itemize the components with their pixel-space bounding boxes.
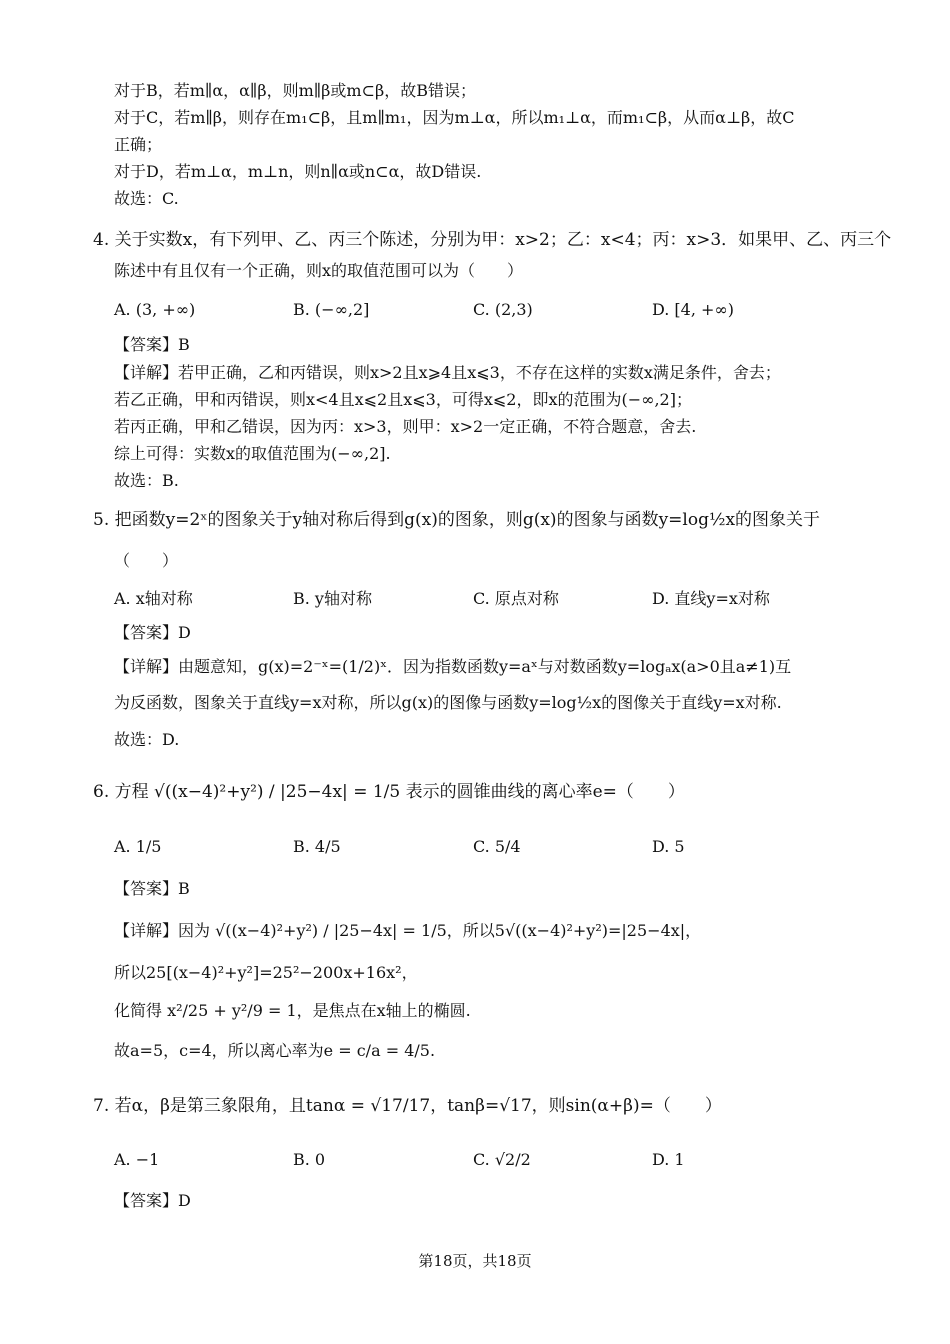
q3-line-c: 对于C，若m∥β，则存在m₁⊂β，且m∥m₁，因为m⊥α，所以m₁⊥α，而m₁⊂β，从而α⊥β，故C <box>114 108 795 127</box>
q6-detail-4: 故a=5，c=4，所以离心率为e = c/a = 4/5. <box>114 1041 436 1060</box>
q3-line-d: 对于D，若m⊥α，m⊥n，则n∥α或n⊂α，故D错误. <box>114 162 482 181</box>
q6-answer: 【答案】B <box>114 879 190 898</box>
q5-option-b: B. y轴对称 <box>293 589 372 608</box>
q3-line-b: 对于B，若m∥α，α∥β，则m∥β或m⊂β，故B错误； <box>114 81 476 100</box>
q5-stem-1: 5. 把函数y=2ˣ的图象关于y轴对称后得到g(x)的图象，则g(x)的图象与函数y=log½x的图象关于 <box>93 510 821 530</box>
q4-detail-1: 【详解】若甲正确，乙和丙错误，则x>2且x⩾4且x⩽3，不存在这样的实数x满足条件，舍去； <box>114 363 781 382</box>
q4-option-c: C. (2,3) <box>473 300 533 319</box>
page-footer: 第18页，共18页 <box>418 1252 532 1270</box>
q4-stem-1: 4. 关于实数x，有下列甲、乙、丙三个陈述，分别为甲：x>2；乙：x<4；丙：x>3．如果甲、乙、丙三个 <box>93 230 892 250</box>
q7-option-a: A. −1 <box>114 1150 160 1169</box>
q5-detail-2: 为反函数，图象关于直线y=x对称，所以g(x)的图像与函数y=log½x的图像关于直线y=x对称. <box>114 693 782 712</box>
q6-option-c: C. 5/4 <box>473 837 521 856</box>
q7-option-d: D. 1 <box>652 1150 685 1169</box>
q5-stem-2: （ ） <box>114 551 179 570</box>
q7-option-b: B. 0 <box>293 1150 326 1169</box>
q6-detail-1: 【详解】因为 √((x−4)²+y²) / |25−4x| = 1/5，所以5√((x−4)²+y²)=|25−4x|， <box>114 921 702 940</box>
q6-detail-3: 化简得 x²/25 + y²/9 = 1，是焦点在x轴上的椭圆. <box>114 1001 471 1020</box>
q6-detail-2: 所以25[(x−4)²+y²]=25²−200x+16x²， <box>114 963 418 982</box>
q4-detail-3: 若丙正确，甲和乙错误，因为丙：x>3，则甲：x>2一定正确，不符合题意，舍去. <box>114 417 697 436</box>
q7-stem: 7. 若α，β是第三象限角，且tanα = √17/17，tanβ=√17，则sin(α+β)=（ ） <box>93 1096 722 1116</box>
q4-choice: 故选：B. <box>114 471 179 490</box>
q5-detail-1: 【详解】由题意知，g(x)=2⁻ˣ=(1/2)ˣ．因为指数函数y=aˣ与对数函数y=logₐx(a>0且a≠1)互 <box>114 657 792 676</box>
q3-line-c-cont: 正确； <box>114 135 163 154</box>
q5-option-c: C. 原点对称 <box>473 589 559 608</box>
q4-option-b: B. (−∞,2] <box>293 300 370 319</box>
q6-option-a: A. 1/5 <box>114 837 162 856</box>
q6-stem: 6. 方程 √((x−4)²+y²) / |25−4x| = 1/5 表示的圆锥曲线的离心率e=（ ） <box>93 782 685 802</box>
q7-answer: 【答案】D <box>114 1191 191 1210</box>
q3-choice: 故选：C. <box>114 189 179 208</box>
q4-detail-4: 综上可得：实数x的取值范围为(−∞,2]. <box>114 444 391 463</box>
q5-option-a: A. x轴对称 <box>114 589 193 608</box>
q5-option-d: D. 直线y=x对称 <box>652 589 770 608</box>
q6-option-d: D. 5 <box>652 837 685 856</box>
q4-detail-2: 若乙正确，甲和丙错误，则x<4且x⩽2且x⩽3，可得x⩽2，即x的范围为(−∞,2]； <box>114 390 692 409</box>
q4-option-a: A. (3, +∞) <box>114 300 196 319</box>
q6-option-b: B. 4/5 <box>293 837 341 856</box>
q4-option-d: D. [4, +∞) <box>652 300 734 319</box>
q5-choice: 故选：D. <box>114 730 180 749</box>
q4-stem-2: 陈述中有且仅有一个正确，则x的取值范围可以为（ ） <box>114 261 524 280</box>
q5-answer: 【答案】D <box>114 623 191 642</box>
q7-option-c: C. √2/2 <box>473 1150 531 1169</box>
q4-answer: 【答案】B <box>114 335 190 354</box>
